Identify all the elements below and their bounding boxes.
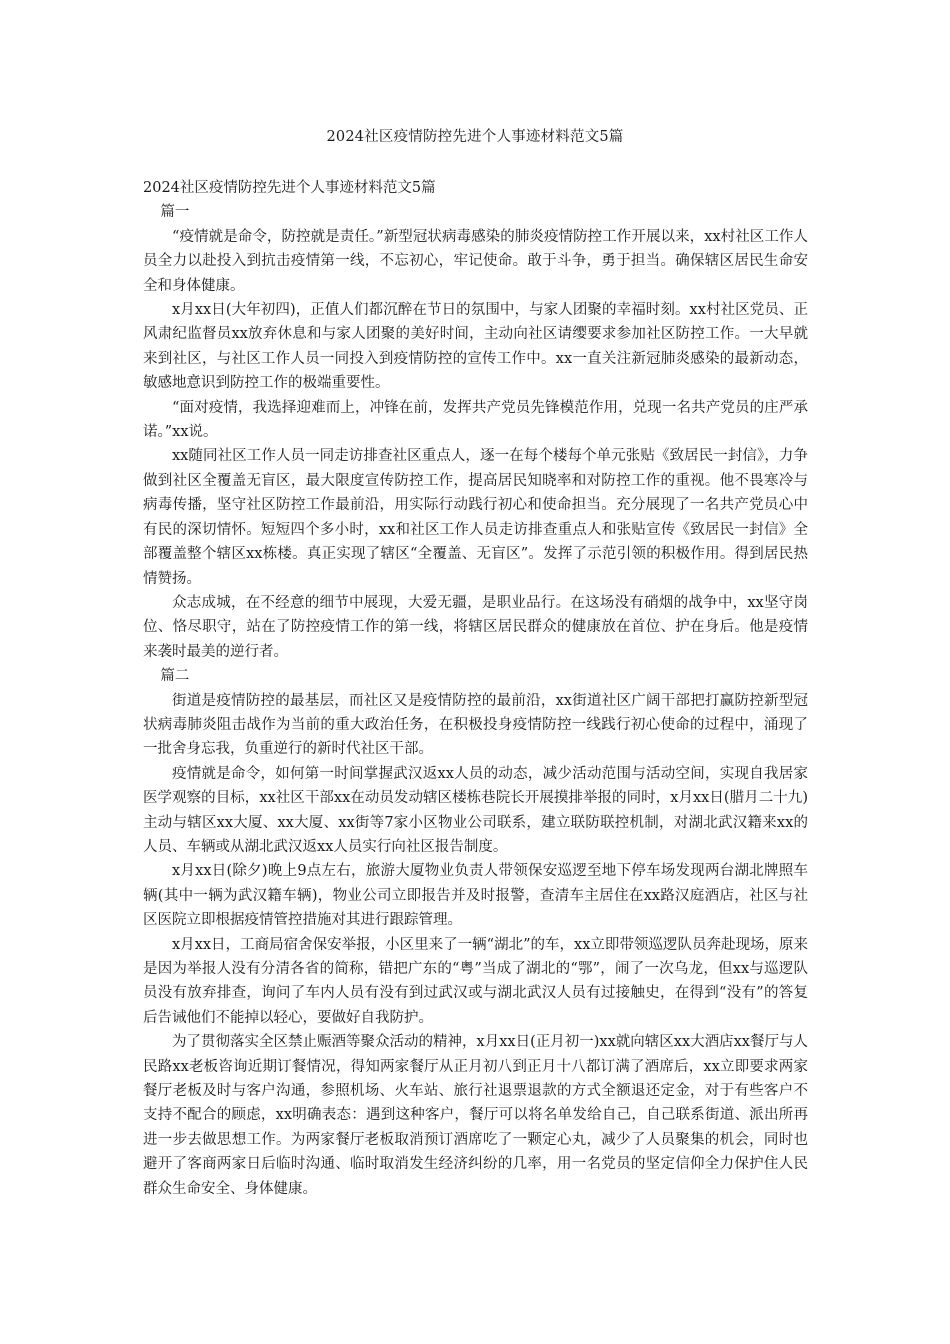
paragraph: x月xx日(大年初四)，正值人们都沉醉在节日的氛围中，与家人团聚的幸福时刻。xx村社区党员、正风肃纪监督员xx放弃休息和与家人团聚的美好时间，主动向社区请缨要求参加社区防控工作。一大早就来到社区，与社区工作人员一同投入到疫情防控的宣传工作中。xx一直关注新冠肺炎感染的最新动态，敏感地意识到防控工作的极端重要性。 xyxy=(143,302,808,392)
paragraph: “疫情就是命令，防控就是责任。”新型冠状病毒感染的肺炎疫情防控工作开展以来，xx村社区工作人员全力以赴投入到抗击疫情第一线，不忘初心，牢记使命。敢于斗争，勇于担当。确保辖区居民生命安全和身体健康。 xyxy=(143,228,808,294)
paragraph: 街道是疫情防控的最基层，而社区又是疫情防控的最前沿，xx街道社区广阔干部把打赢防控新型冠状病毒肺炎阻击战作为当前的重大政治任务，在积极投身疫情防控一线践行初心使命的过程中，涌现了一批舍身忘我，负重逆行的新时代社区干部。 xyxy=(143,692,808,758)
document-body xyxy=(143,176,808,1201)
paragraph: “面对疫情，我选择迎难而上，冲锋在前，发挥共产党员先锋模范作用，兑现一名共产党员的庄严承诺。”xx说。 xyxy=(143,399,808,441)
paragraph: x月xx日(除夕)晚上9点左右，旅游大厦物业负责人带领保安巡逻至地下停车场发现两台湖北牌照车辆(其中一辆为武汉籍车辆)，物业公司立即报告并及时报警，查清车主居住在xx路汉庭酒店，社区与社区医院立即根据疫情管控措施对其进行跟踪管理。 xyxy=(143,863,808,929)
paragraph: 众志成城，在不经意的细节中展现，大爱无疆，是职业品行。在这场没有硝烟的战争中，xx坚守岗位、恪尽职守，站在了防控疫情工作的第一线，将辖区居民群众的健康放在首位、护在身后。他是疫情来袭时最美的逆行者。 xyxy=(143,594,808,660)
paragraph: xx随同社区工作人员一同走访排查社区重点人，逐一在每个楼每个单元张贴《致居民一封信》，力争做到社区全覆盖无盲区，最大限度宣传防控工作，提高居民知晓率和对防控工作的重视。他不畏寒冷与病毒传播，坚守社区防控工作最前沿，用实际行动践行初心和使命担当。充分展现了一名共产党员心中有民的深切情怀。短短四个多小时，xx和社区工作人员走访排查重点人和张贴宣传《致居民一封信》全部覆盖整个辖区xx栋楼。真正实现了辖区“全覆盖、无盲区”。发挥了示范引领的积极作用。得到居民热情赞扬。 xyxy=(143,448,808,587)
section-heading-1: 篇一 xyxy=(160,204,190,221)
section-heading-2: 篇二 xyxy=(160,668,190,685)
paragraph: 为了贯彻落实全区禁止赈酒等聚众活动的精神，x月xx日(正月初一)xx就向辖区xx大酒店xx餐厅与人民路xx老板咨询近期订餐情况，得知两家餐厅从正月初八到正月十八都订满了酒席后，xx立即要求两家餐厅老板及时与客户沟通，参照机场、火车站、旅行社退票退款的方式全额退还定金，对于有些客户不支持不配合的顾虑，xx明确表态：遇到这种客户，餐厅可以将名单发给自己，自己联系街道、派出所再进一步去做思想工作。为两家餐厅老板取消预订酒席吃了一颗定心丸，减少了人员聚集的机会，同时也避开了客商两家日后临时沟通、临时取消发生经济纠纷的几率，用一名党员的坚定信仰全力保护住人民群众生命安全、身体健康。 xyxy=(143,1034,808,1197)
document-title: 2024社区疫情防控先进个人事迹材料范文5篇 xyxy=(326,129,624,145)
document-subtitle: 2024社区疫情防控先进个人事迹材料范文5篇 xyxy=(143,180,436,196)
paragraph: x月xx日，工商局宿舍保安举报，小区里来了一辆“湖北”的车，xx立即带领巡逻队员奔赴现场，原来是因为举报人没有分清各省的简称，错把广东的“粤”当成了湖北的“鄂”，闹了一次乌龙，但xx与巡逻队员没有放弃排查，询问了车内人员有没有到过武汉或与湖北武汉人员有过接触史，在得到“没有”的答复后告诫他们不能掉以轻心，要做好自我防护。 xyxy=(143,936,808,1026)
paragraph: 疫情就是命令，如何第一时间掌握武汉返xx人员的动态，减少活动范围与活动空间，实现自我居家医学观察的目标，xx社区干部xx在动员发动辖区楼栋巷院长开展摸排举报的同时，x月xx日(腊月二十九)主动与辖区xx大厦、xx大厦、xx街等7家小区物业公司联系，建立联防联控机制，对湖北武汉籍来xx的人员、车辆或从湖北武汉返xx人员实行向社区报告制度。 xyxy=(143,765,808,855)
